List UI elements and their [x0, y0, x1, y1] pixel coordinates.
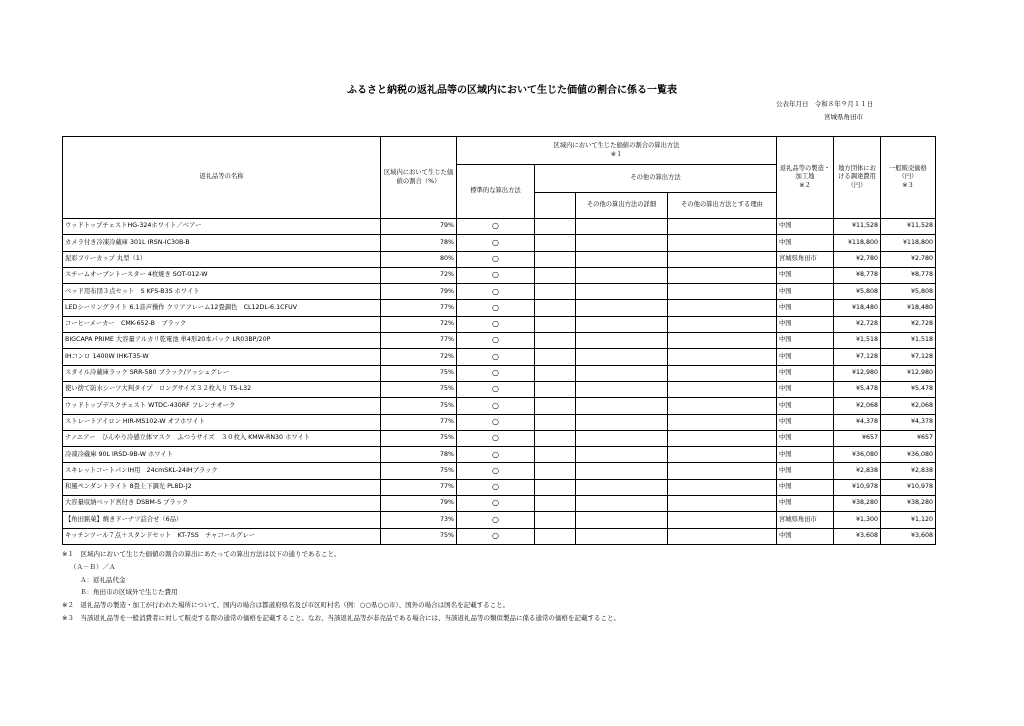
table-row [63, 251, 936, 267]
row-other-method [535, 219, 576, 235]
header-ratio: 区域内において生じた価値の割合（%） [381, 137, 457, 219]
row-cost: ¥7,128 [834, 349, 881, 365]
row-standard-method: ○ [457, 284, 535, 300]
row-ratio: 75% [381, 528, 457, 544]
row-other-method [535, 414, 576, 430]
row-ratio: 75% [381, 381, 457, 397]
row-name: カメラ付き冷凍冷蔵庫 301L IRSN-IC30B-B [63, 235, 381, 251]
row-ratio: 75% [381, 430, 457, 446]
row-cost: ¥1,300 [834, 512, 881, 528]
row-other-method [535, 235, 576, 251]
table-row [63, 284, 936, 300]
row-name: 大容量収納ベッド宮付き DSBM-S ブラック [63, 496, 381, 512]
header-price: 一般販売価格（円） ※３ [881, 137, 936, 219]
row-origin: 中国 [777, 349, 834, 365]
row-cost: ¥5,478 [834, 381, 881, 397]
row-other-detail [576, 479, 668, 495]
row-other-method [535, 528, 576, 544]
header-method-group: 区域内において生じた価値の割合の算出方法 ※１ [457, 137, 777, 165]
table-row [63, 349, 936, 365]
row-price: ¥118,800 [881, 235, 936, 251]
row-other-method [535, 251, 576, 267]
row-origin: 中国 [777, 430, 834, 446]
table-row [63, 267, 936, 283]
row-other-detail [576, 284, 668, 300]
municipality-name: 宮城県角田市 [824, 113, 863, 121]
row-other-reason [668, 414, 777, 430]
table-row [63, 528, 936, 544]
row-price: ¥2,728 [881, 316, 936, 332]
row-ratio: 72% [381, 316, 457, 332]
row-cost: ¥8,778 [834, 267, 881, 283]
row-other-detail [576, 251, 668, 267]
row-cost: ¥2,728 [834, 316, 881, 332]
row-other-detail [576, 300, 668, 316]
row-cost: ¥2,068 [834, 398, 881, 414]
table-row [63, 316, 936, 332]
row-standard-method: ○ [457, 267, 535, 283]
row-ratio: 75% [381, 398, 457, 414]
row-cost: ¥5,808 [834, 284, 881, 300]
row-standard-method: ○ [457, 496, 535, 512]
row-cost: ¥1,518 [834, 333, 881, 349]
table-row [63, 463, 936, 479]
row-price: ¥12,980 [881, 365, 936, 381]
row-ratio: 79% [381, 284, 457, 300]
row-origin: 中国 [777, 381, 834, 397]
row-price: ¥2,838 [881, 463, 936, 479]
row-name: 和風ペンダントライト 8畳上下調光 PL8D-J2 [63, 479, 381, 495]
row-origin: 宮城県角田市 [777, 512, 834, 528]
row-standard-method: ○ [457, 463, 535, 479]
row-other-method [535, 512, 576, 528]
row-name: ナノエアー ひんやり冷感立体マスク ふつうサイズ ３０枚入 KMW-RN30 ホワイト [63, 430, 381, 446]
row-price: ¥36,080 [881, 447, 936, 463]
row-other-method [535, 496, 576, 512]
row-other-reason [668, 528, 777, 544]
row-name: コーヒーメーカー CMK-652-B ブラック [63, 316, 381, 332]
row-name: 泥彩フリーカップ 丸型（1） [63, 251, 381, 267]
row-standard-method: ○ [457, 479, 535, 495]
row-other-method [535, 430, 576, 446]
row-other-method [535, 447, 576, 463]
published-label: 公表年月日 [776, 100, 809, 108]
row-other-reason [668, 463, 777, 479]
row-ratio: 78% [381, 235, 457, 251]
publication-line [776, 99, 873, 108]
table-row [63, 235, 936, 251]
row-other-detail [576, 463, 668, 479]
row-standard-method: ○ [457, 333, 535, 349]
row-other-detail [576, 381, 668, 397]
row-other-method [535, 300, 576, 316]
row-ratio: 77% [381, 479, 457, 495]
row-cost: ¥4,378 [834, 414, 881, 430]
row-origin: 中国 [777, 316, 834, 332]
row-other-reason [668, 512, 777, 528]
formula-def-a: Ａ：返礼品代金 [80, 575, 126, 584]
row-other-detail [576, 333, 668, 349]
row-other-detail [576, 235, 668, 251]
row-other-reason [668, 267, 777, 283]
header-cost: 地方団体における調達費用（円） [834, 137, 881, 219]
row-price: ¥2,068 [881, 398, 936, 414]
row-other-reason [668, 300, 777, 316]
row-standard-method: ○ [457, 512, 535, 528]
row-cost: ¥38,280 [834, 496, 881, 512]
row-price: ¥5,478 [881, 381, 936, 397]
table-body [63, 219, 936, 545]
table-row [63, 333, 936, 349]
header-standard: 標準的な算出方法 [457, 165, 535, 219]
header-other-reason: その他の算出方法とする理由 [668, 193, 777, 219]
row-price: ¥657 [881, 430, 936, 446]
footnote-2: ※２ 返礼品等の製造・加工が行われた場所について、国内の場合は都道府県名及び市区町村名（例：○○県○○市）、国外の場合は国名を記載すること。 [62, 601, 510, 610]
table-row [63, 381, 936, 397]
row-price: ¥38,280 [881, 496, 936, 512]
formula-line: （Ａ－Ｂ）／Ａ [70, 562, 116, 571]
row-name: ストレートアイロン HIR-MS102-W オフホワイト [63, 414, 381, 430]
row-standard-method: ○ [457, 219, 535, 235]
row-price: ¥10,978 [881, 479, 936, 495]
row-price: ¥3,608 [881, 528, 936, 544]
row-origin: 中国 [777, 496, 834, 512]
row-ratio: 77% [381, 333, 457, 349]
row-other-method [535, 333, 576, 349]
row-origin: 中国 [777, 267, 834, 283]
row-origin: 中国 [777, 528, 834, 544]
row-other-detail [576, 349, 668, 365]
row-name: IHコンロ 1400W IHK-T35-W [63, 349, 381, 365]
row-name: スチームオーブントースター 4枚焼き SOT-012-W [63, 267, 381, 283]
row-standard-method: ○ [457, 235, 535, 251]
row-price: ¥5,808 [881, 284, 936, 300]
row-other-reason [668, 316, 777, 332]
header-other: その他の算出方法 [535, 165, 777, 193]
formula-def-b: Ｂ：角田市の区域外で生じた費用 [80, 588, 178, 597]
row-other-detail [576, 267, 668, 283]
row-ratio: 79% [381, 219, 457, 235]
row-cost: ¥657 [834, 430, 881, 446]
row-price: ¥1,518 [881, 333, 936, 349]
row-name: BIGCAPA PRIME 大容量アルカリ乾電池 単4形20本パック LR03BP/20P [63, 333, 381, 349]
row-cost: ¥36,080 [834, 447, 881, 463]
table-row [63, 398, 936, 414]
row-ratio: 80% [381, 251, 457, 267]
document-title: ふるさと納税の返礼品等の区域内において生じた価値の割合に係る一覧表 [347, 85, 677, 96]
row-origin: 中国 [777, 447, 834, 463]
row-ratio: 73% [381, 512, 457, 528]
row-origin: 中国 [777, 463, 834, 479]
row-origin: 中国 [777, 235, 834, 251]
row-other-reason [668, 447, 777, 463]
row-cost: ¥2,780 [834, 251, 881, 267]
row-name: 使い捨て防水シーツ大判タイプ ロングサイズ３２枚入り TS-L32 [63, 381, 381, 397]
row-standard-method: ○ [457, 365, 535, 381]
row-cost: ¥12,980 [834, 365, 881, 381]
row-other-method [535, 365, 576, 381]
row-other-detail [576, 512, 668, 528]
row-other-detail [576, 365, 668, 381]
table-row [63, 496, 936, 512]
row-other-method [535, 284, 576, 300]
row-name: 【角田銘菓】焼きドーナツ詰合せ（6品） [63, 512, 381, 528]
row-other-method [535, 463, 576, 479]
row-origin: 宮城県角田市 [777, 251, 834, 267]
row-price: ¥4,378 [881, 414, 936, 430]
row-other-method [535, 349, 576, 365]
row-origin: 中国 [777, 219, 834, 235]
row-ratio: 78% [381, 447, 457, 463]
row-cost: ¥10,978 [834, 479, 881, 495]
row-ratio: 77% [381, 414, 457, 430]
row-origin: 中国 [777, 300, 834, 316]
row-ratio: 79% [381, 496, 457, 512]
table-row [63, 430, 936, 446]
row-other-reason [668, 219, 777, 235]
row-other-reason [668, 235, 777, 251]
row-other-reason [668, 479, 777, 495]
row-standard-method: ○ [457, 528, 535, 544]
row-other-reason [668, 430, 777, 446]
row-standard-method: ○ [457, 349, 535, 365]
row-origin: 中国 [777, 398, 834, 414]
table-row [63, 479, 936, 495]
table-header [63, 137, 936, 219]
row-origin: 中国 [777, 284, 834, 300]
row-standard-method: ○ [457, 381, 535, 397]
row-other-method [535, 381, 576, 397]
row-other-method [535, 267, 576, 283]
row-other-reason [668, 496, 777, 512]
table-row [63, 414, 936, 430]
row-other-method [535, 479, 576, 495]
row-name: キッチンツール７点＋スタンドセット KT-7SS チャコールグレー [63, 528, 381, 544]
row-origin: 中国 [777, 333, 834, 349]
footnote-1: ※１ 区域内において生じた価値の割合の算出にあたっての算出方法は以下の通りであること。 [62, 550, 341, 558]
header-other-detail: その他の算出方法の詳細 [576, 193, 668, 219]
row-origin: 中国 [777, 479, 834, 495]
row-name: ウッドトップデスクチェスト WTDC-430RF フレンチオーク [63, 398, 381, 414]
row-other-method [535, 398, 576, 414]
row-other-detail [576, 528, 668, 544]
row-ratio: 77% [381, 300, 457, 316]
row-name: ウッドトップチェストHG-324ホワイト／ベアー [63, 219, 381, 235]
row-price: ¥1,120 [881, 512, 936, 528]
row-cost: ¥118,800 [834, 235, 881, 251]
header-name: 返礼品等の名称 [63, 137, 381, 219]
row-other-detail [576, 414, 668, 430]
row-standard-method: ○ [457, 251, 535, 267]
row-price: ¥18,480 [881, 300, 936, 316]
row-name: スタイル冷蔵庫ラック SRR-580 ブラック/アッシュグレー [63, 365, 381, 381]
row-price: ¥7,128 [881, 349, 936, 365]
row-price: ¥2,780 [881, 251, 936, 267]
row-other-detail [576, 447, 668, 463]
row-standard-method: ○ [457, 414, 535, 430]
table-row [63, 365, 936, 381]
row-standard-method: ○ [457, 447, 535, 463]
published-date: 令和８年９月１１日 [814, 100, 874, 108]
gift-value-table [62, 136, 936, 545]
row-other-detail [576, 316, 668, 332]
row-name: ベッド用布団３点セット S KFS-B3S ホワイト [63, 284, 381, 300]
row-standard-method: ○ [457, 316, 535, 332]
row-ratio: 75% [381, 365, 457, 381]
table-row [63, 512, 936, 528]
header-other-spacer [535, 193, 576, 219]
row-other-detail [576, 219, 668, 235]
footnote-3: ※３ 当該返礼品等を一般消費者に対して販売する際の通常の価格を記載すること。なお、当該返礼品等が非売品である場合には、当該返礼品等の類似製品に係る通常の価格を記載すること。 [62, 613, 620, 622]
header-origin: 返礼品等の製造・加工地 ※２ [777, 137, 834, 219]
table-row [63, 447, 936, 463]
row-ratio: 72% [381, 349, 457, 365]
row-name: 冷凍冷蔵庫 90L IRSD-9B-W ホワイト [63, 447, 381, 463]
row-standard-method: ○ [457, 430, 535, 446]
row-other-reason [668, 381, 777, 397]
row-name: LEDシーリングライト 6.1音声操作 クリアフレーム12畳調色 CL12DL-6.1CFUV [63, 300, 381, 316]
row-cost: ¥3,608 [834, 528, 881, 544]
row-price: ¥8,778 [881, 267, 936, 283]
row-origin: 中国 [777, 365, 834, 381]
row-other-reason [668, 251, 777, 267]
row-other-detail [576, 496, 668, 512]
row-cost: ¥2,838 [834, 463, 881, 479]
row-name: スキレットコートパンIH用 24cmSKL-24IHブラック [63, 463, 381, 479]
row-ratio: 75% [381, 463, 457, 479]
row-other-reason [668, 333, 777, 349]
row-other-reason [668, 284, 777, 300]
row-cost: ¥11,528 [834, 219, 881, 235]
footnotes [62, 548, 620, 625]
row-other-reason [668, 349, 777, 365]
row-origin: 中国 [777, 414, 834, 430]
row-other-method [535, 316, 576, 332]
row-other-detail [576, 398, 668, 414]
row-other-detail [576, 430, 668, 446]
row-cost: ¥18,480 [834, 300, 881, 316]
row-standard-method: ○ [457, 300, 535, 316]
row-ratio: 72% [381, 267, 457, 283]
row-price: ¥11,528 [881, 219, 936, 235]
table-row [63, 219, 936, 235]
row-other-reason [668, 365, 777, 381]
table-row [63, 300, 936, 316]
row-other-reason [668, 398, 777, 414]
row-standard-method: ○ [457, 398, 535, 414]
